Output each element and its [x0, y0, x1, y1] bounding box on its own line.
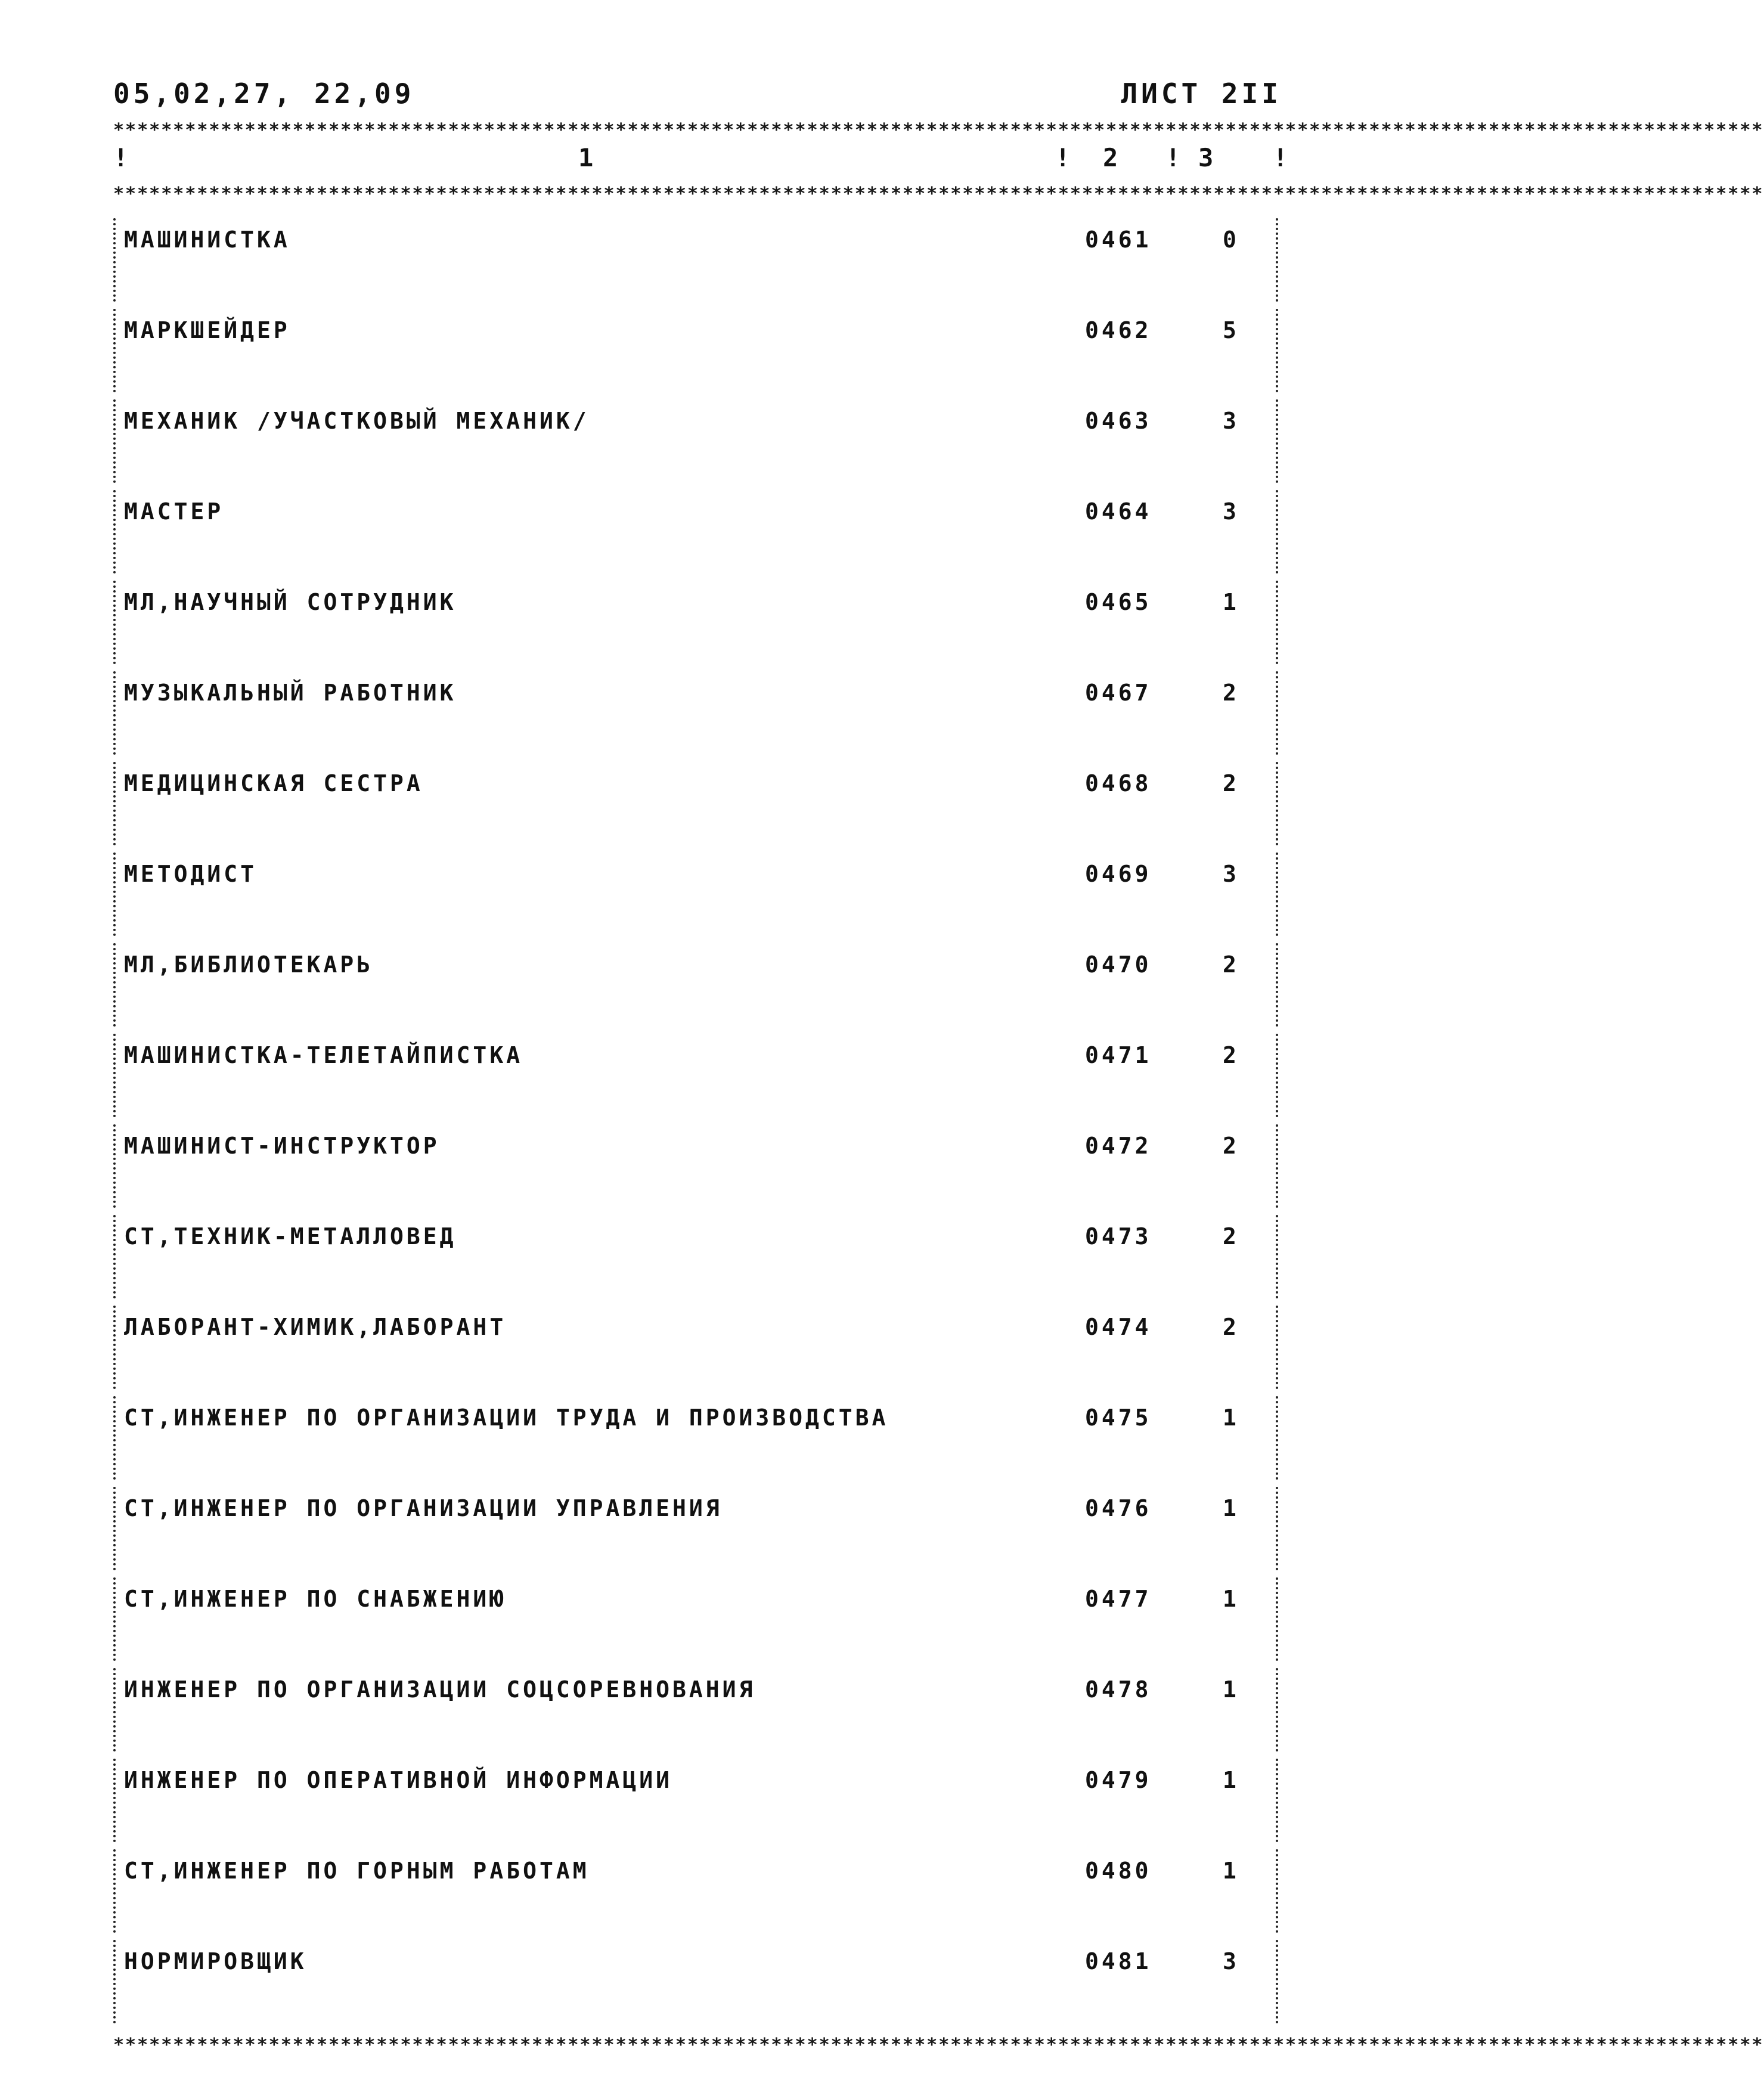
position-code: 0472	[1085, 1133, 1152, 1159]
row-border-left	[113, 399, 118, 483]
position-title: СТ,ИНЖЕНЕР ПО ОРГАНИЗАЦИИ УПРАВЛЕНИЯ	[124, 1495, 723, 1521]
position-title: СТ,ИНЖЕНЕР ПО СНАБЖЕНИЮ	[124, 1586, 507, 1612]
column-divider: !	[1055, 143, 1071, 172]
column-divider: !	[1273, 143, 1288, 172]
position-code: 0461	[1085, 227, 1152, 253]
position-quantity: 2	[1223, 680, 1239, 706]
position-quantity: 1	[1223, 1767, 1239, 1793]
position-title: МАШИНИСТКА	[124, 227, 290, 253]
row-border-left	[113, 852, 118, 936]
table-row	[113, 1755, 1282, 1846]
row-border-left	[113, 309, 118, 392]
row-border-left	[113, 1034, 118, 1117]
position-code: 0465	[1085, 589, 1152, 615]
position-quantity: 3	[1223, 861, 1239, 887]
position-code: 0475	[1085, 1405, 1152, 1431]
column-number-1: 1	[578, 143, 594, 172]
position-quantity: 2	[1223, 1314, 1239, 1340]
row-border-right	[1276, 399, 1281, 483]
position-quantity: 3	[1223, 408, 1239, 434]
position-title: СТ,ИНЖЕНЕР ПО ГОРНЫМ РАБОТАМ	[124, 1858, 590, 1884]
position-quantity: 1	[1223, 1405, 1239, 1431]
position-quantity: 2	[1223, 951, 1239, 978]
position-title: МАРКШЕЙДЕР	[124, 317, 290, 343]
separator-line: ******************************************************************************************************************************************	[113, 120, 1764, 141]
document-code: 05,02,27, 22,09	[113, 78, 415, 110]
row-border-left	[113, 1396, 118, 1480]
row-border-right	[1276, 1034, 1281, 1117]
position-quantity: 0	[1223, 227, 1239, 253]
position-code: 0469	[1085, 861, 1152, 887]
position-code: 0476	[1085, 1495, 1152, 1521]
position-quantity: 2	[1223, 1133, 1239, 1159]
table-row	[113, 396, 1282, 486]
position-quantity: 1	[1223, 1858, 1239, 1884]
row-border-right	[1276, 218, 1281, 302]
row-border-right	[1276, 1306, 1281, 1389]
position-title: МЕТОДИСТ	[124, 861, 258, 887]
position-title: ЛАБОРАНТ-ХИМИК,ЛАБОРАНТ	[124, 1314, 507, 1340]
row-border-right	[1276, 1668, 1281, 1752]
position-quantity: 1	[1223, 1495, 1239, 1521]
column-number-2: 2	[1103, 143, 1118, 172]
row-border-left	[113, 1849, 118, 1933]
row-border-left	[113, 1487, 118, 1570]
row-border-right	[1276, 852, 1281, 936]
position-code: 0481	[1085, 1948, 1152, 1974]
position-code: 0462	[1085, 317, 1152, 343]
table-row	[113, 1483, 1282, 1574]
table-row	[113, 940, 1282, 1030]
row-border-left	[113, 1940, 118, 2023]
separator-line: ******************************************************************************************************************************************	[113, 2035, 1764, 2056]
position-quantity: 2	[1223, 1223, 1239, 1250]
table-row	[113, 1030, 1282, 1121]
column-number-row	[113, 143, 1288, 179]
position-code: 0470	[1085, 951, 1152, 978]
sheet-number: ЛИСТ 2II	[1121, 78, 1282, 110]
position-quantity: 2	[1223, 770, 1239, 796]
table-row	[113, 215, 1282, 305]
table-row	[113, 1664, 1282, 1755]
row-border-left	[113, 1577, 118, 1661]
row-border-left	[113, 1668, 118, 1752]
row-border-left	[113, 1124, 118, 1208]
position-title: МАШИНИСТ-ИНСТРУКТОР	[124, 1133, 440, 1159]
row-border-left	[113, 1759, 118, 1842]
row-border-right	[1276, 1577, 1281, 1661]
table-row	[113, 1574, 1282, 1664]
row-border-left	[113, 490, 118, 574]
position-title: МЛ,БИБЛИОТЕКАРЬ	[124, 951, 374, 978]
row-border-left	[113, 762, 118, 845]
row-border-left	[113, 943, 118, 1027]
position-title: СТ,ИНЖЕНЕР ПО ОРГАНИЗАЦИИ ТРУДА И ПРОИЗВОДСТВА	[124, 1405, 889, 1431]
position-quantity: 1	[1223, 589, 1239, 615]
column-number-3: 3	[1198, 143, 1214, 172]
position-code: 0467	[1085, 680, 1152, 706]
table-row	[113, 305, 1282, 396]
table-body	[113, 215, 1282, 2027]
table-row	[113, 1121, 1282, 1211]
row-border-right	[1276, 1940, 1281, 2023]
position-code: 0474	[1085, 1314, 1152, 1340]
table-row	[113, 758, 1282, 849]
position-title: ИНЖЕНЕР ПО ОРГАНИЗАЦИИ СОЦСОРЕВНОВАНИЯ	[124, 1676, 756, 1703]
row-border-left	[113, 218, 118, 302]
row-border-right	[1276, 671, 1281, 755]
row-border-left	[113, 581, 118, 664]
position-title: МЛ,НАУЧНЫЙ СОТРУДНИК	[124, 589, 457, 615]
row-border-right	[1276, 1759, 1281, 1842]
row-border-right	[1276, 943, 1281, 1027]
position-title: МАСТЕР	[124, 498, 224, 525]
table-row	[113, 577, 1282, 668]
position-title: МЕХАНИК /УЧАСТКОВЫЙ МЕХАНИК/	[124, 408, 590, 434]
separator-line: ******************************************************************************************************************************************	[113, 184, 1764, 204]
position-code: 0477	[1085, 1586, 1152, 1612]
position-code: 0463	[1085, 408, 1152, 434]
document-page	[113, 78, 1764, 2056]
position-code: 0468	[1085, 770, 1152, 796]
table-row	[113, 668, 1282, 758]
column-divider: !	[1165, 143, 1181, 172]
position-title: МЕДИЦИНСКАЯ СЕСТРА	[124, 770, 423, 796]
position-title: МАШИНИСТКА-ТЕЛЕТАЙПИСТКА	[124, 1042, 523, 1068]
position-quantity: 2	[1223, 1042, 1239, 1068]
row-border-right	[1276, 490, 1281, 574]
table-row	[113, 1393, 1282, 1483]
position-code: 0479	[1085, 1767, 1152, 1793]
table-row	[113, 1302, 1282, 1393]
position-quantity: 3	[1223, 498, 1239, 525]
row-border-left	[113, 1215, 118, 1298]
row-border-right	[1276, 581, 1281, 664]
page-header	[113, 78, 1282, 119]
table-row	[113, 486, 1282, 577]
row-border-left	[113, 671, 118, 755]
table-row	[113, 1211, 1282, 1302]
position-quantity: 1	[1223, 1586, 1239, 1612]
position-title: МУЗЫКАЛЬНЫЙ РАБОТНИК	[124, 680, 457, 706]
position-code: 0473	[1085, 1223, 1152, 1250]
position-quantity: 1	[1223, 1676, 1239, 1703]
row-border-right	[1276, 1849, 1281, 1933]
position-quantity: 5	[1223, 317, 1239, 343]
row-border-right	[1276, 1487, 1281, 1570]
position-code: 0471	[1085, 1042, 1152, 1068]
row-border-right	[1276, 1215, 1281, 1298]
table-row	[113, 849, 1282, 940]
position-title: НОРМИРОВЩИК	[124, 1948, 307, 1974]
row-border-right	[1276, 1396, 1281, 1480]
position-title: СТ,ТЕХНИК-МЕТАЛЛОВЕД	[124, 1223, 457, 1250]
position-code: 0480	[1085, 1858, 1152, 1884]
position-code: 0478	[1085, 1676, 1152, 1703]
row-border-left	[113, 1306, 118, 1389]
position-code: 0464	[1085, 498, 1152, 525]
row-border-right	[1276, 762, 1281, 845]
table-row	[113, 1936, 1282, 2027]
column-divider: !	[113, 143, 129, 172]
position-quantity: 3	[1223, 1948, 1239, 1974]
position-title: ИНЖЕНЕР ПО ОПЕРАТИВНОЙ ИНФОРМАЦИИ	[124, 1767, 672, 1793]
row-border-right	[1276, 309, 1281, 392]
table-row	[113, 1846, 1282, 1936]
row-border-right	[1276, 1124, 1281, 1208]
